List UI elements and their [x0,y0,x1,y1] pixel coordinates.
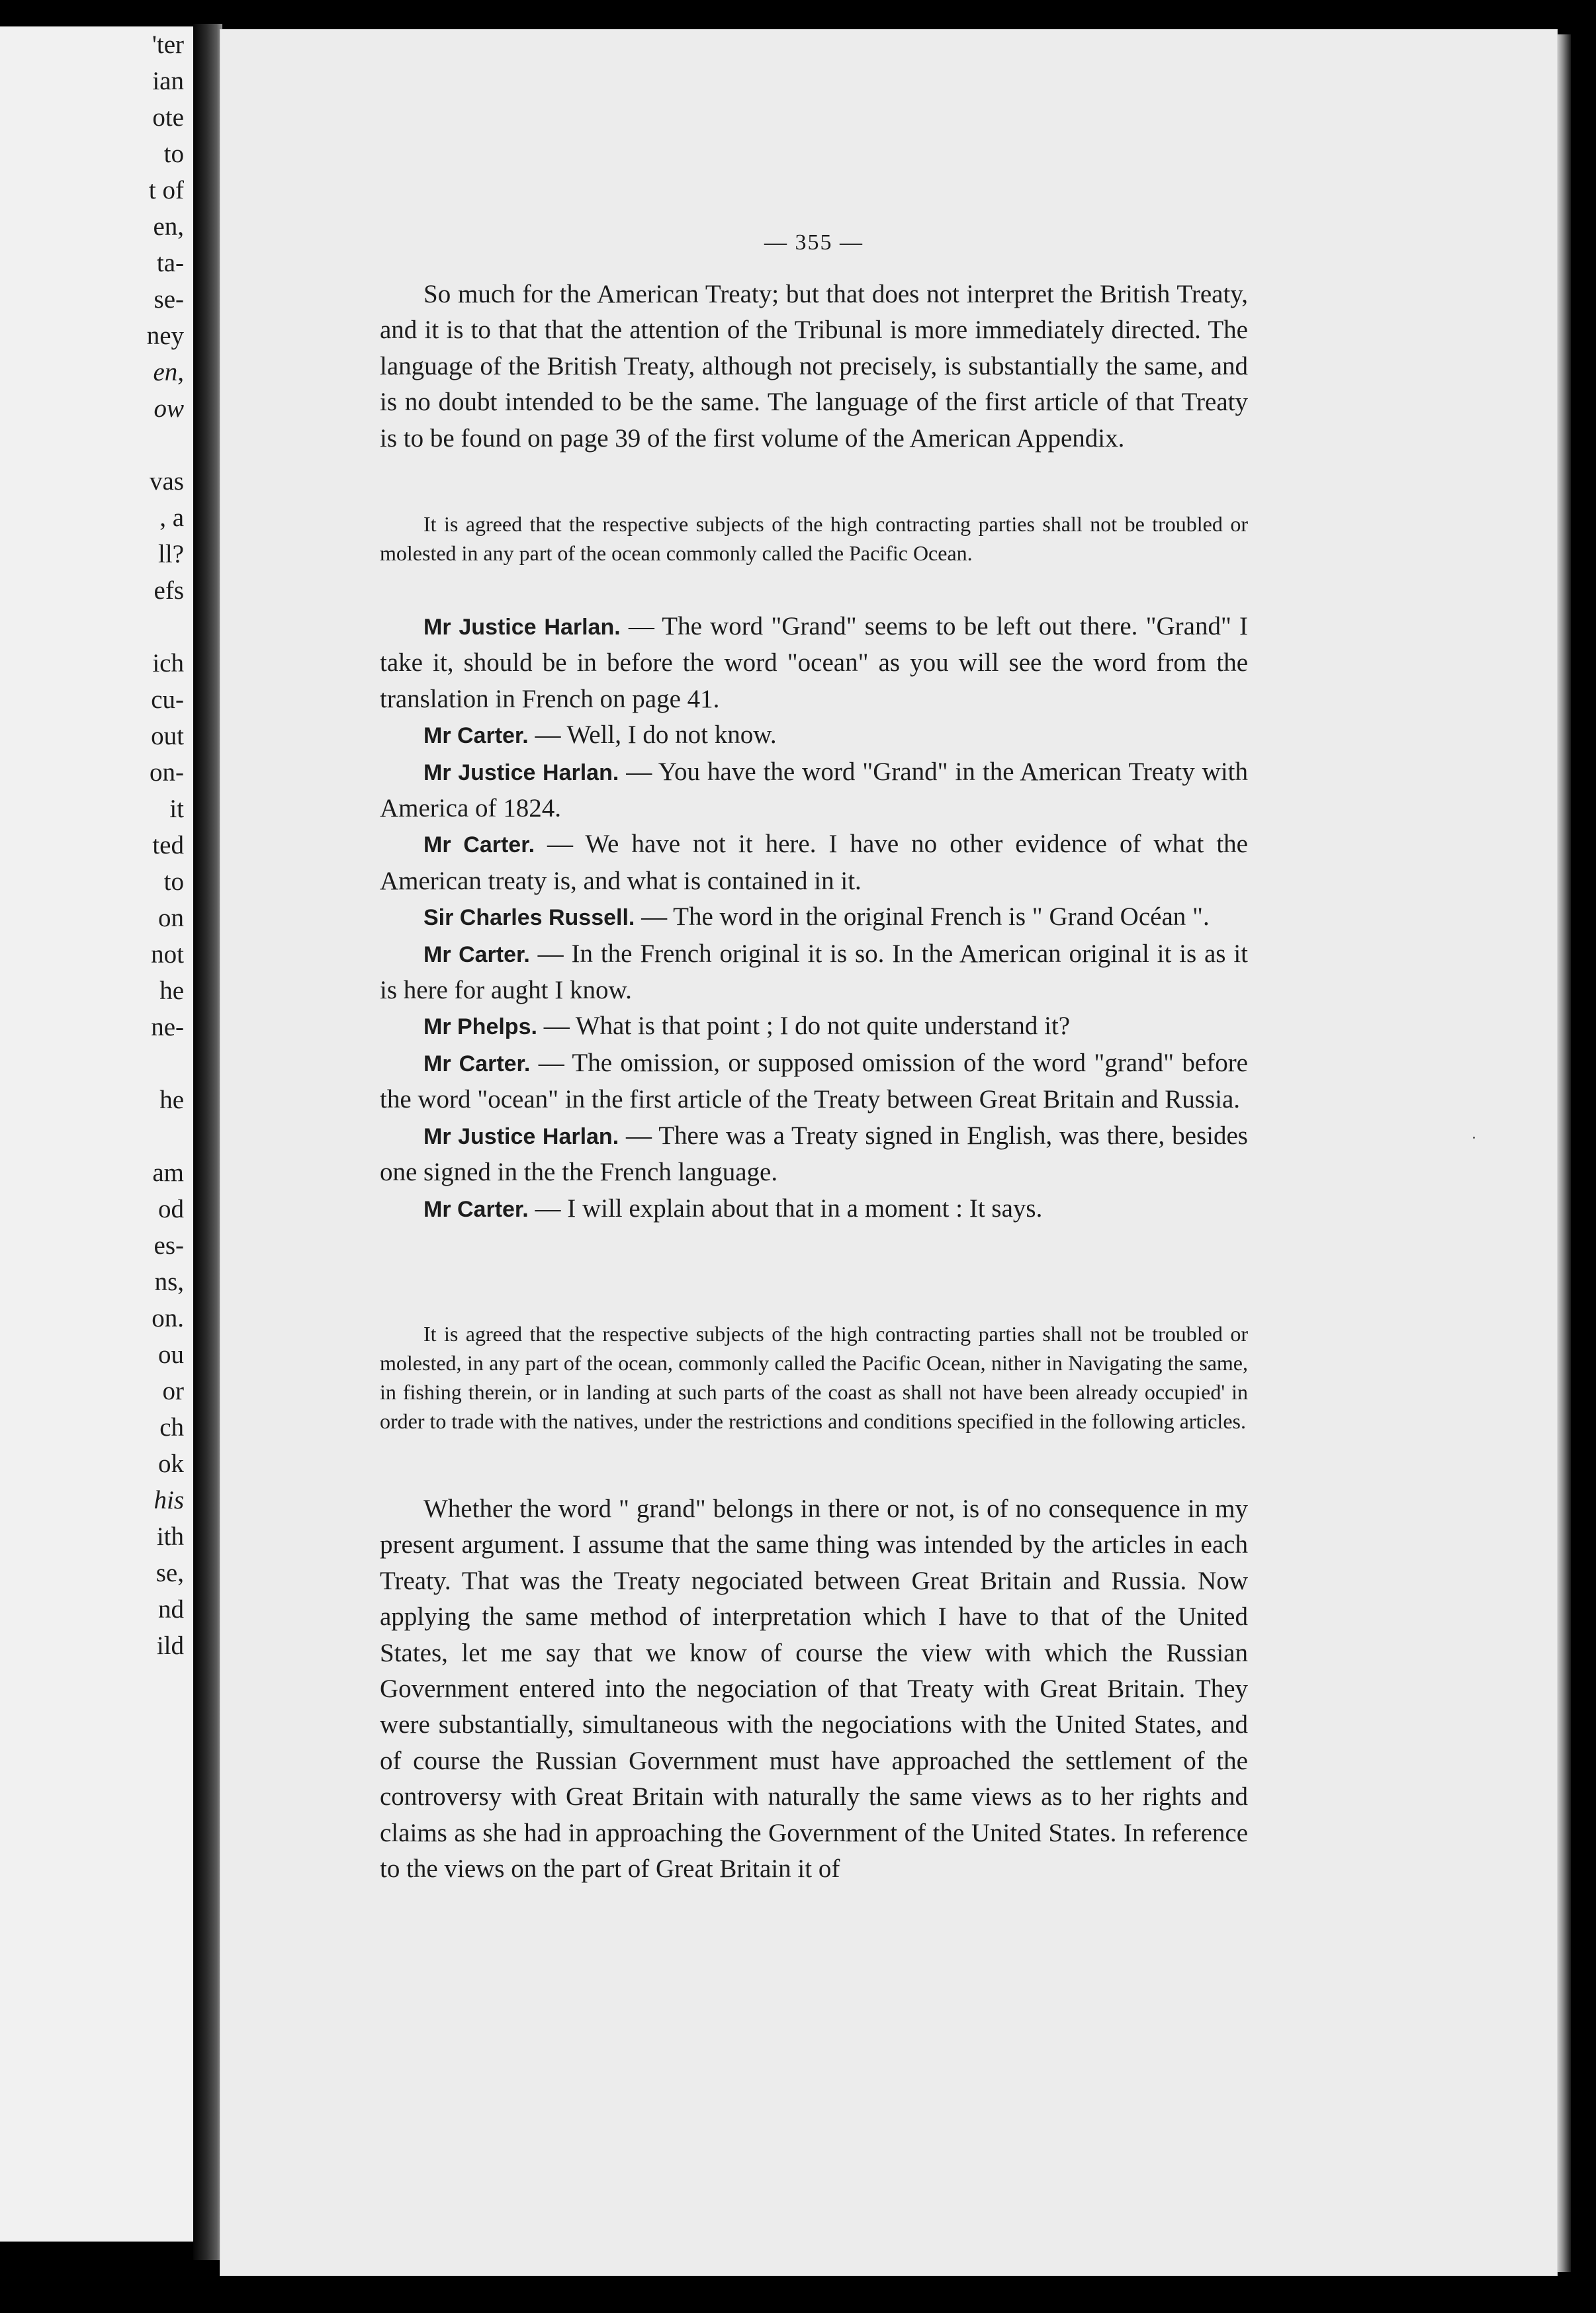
dialogue-entry [380,754,1248,827]
speaker-name: Mr Justice Harlan. [423,1123,619,1149]
previous-page-line: ne- [151,1013,184,1041]
previous-page-line: ns, [154,1268,184,1296]
previous-page-line: ta- [156,249,184,277]
speech-text: — What is that point ; I do not quite understand it? [537,1012,1071,1041]
previous-page-line: ich [152,649,184,677]
previous-page-line: es- [154,1231,184,1260]
speech-text: — We have not it here. I have no other evidence of what the American treaty is, and what is contained in it. [380,830,1248,895]
dialogue-entry [380,609,1248,717]
previous-page-line: to [163,867,184,896]
dialogue-entry [380,1008,1248,1045]
speech-text: — In the French original it is so. In the American original it is as it is here for aught I know. [380,939,1248,1005]
previous-page-line: en, [153,212,184,241]
speaker-name: Mr Phelps. [423,1014,537,1040]
speech-text: — You have the word "Grand" in the American Treaty with America of 1824. [380,757,1249,823]
speaker-name: Mr Justice Harlan. [423,615,621,640]
previous-page-line: cu- [151,685,184,714]
previous-page-line: ian [152,67,184,95]
speaker-name: Mr Carter. [423,723,529,749]
previous-page-line: ote [152,103,184,132]
previous-page-line [147,1118,184,1155]
previous-page-line: od [158,1195,184,1223]
page-number: — 355 — [764,230,864,255]
dialogue-entry [380,1191,1248,1227]
previous-page-line: on- [150,758,184,787]
previous-page-line: to [163,140,184,168]
previous-page-line: ok [158,1450,184,1478]
dialogue-entry [380,936,1248,1009]
previous-page-line [147,1045,184,1082]
previous-page-line: ll? [158,540,184,568]
previous-page-line: ney [146,322,184,350]
previous-page-line: it [169,795,184,823]
previous-page-line [147,609,184,645]
book-binding-gutter [193,24,222,2260]
previous-page-line: ow [154,394,184,423]
previous-page-line: en, [153,358,184,386]
speech-text: — I will explain about that in a moment : It says. [528,1194,1043,1223]
previous-page-text-column [147,26,184,1664]
previous-page-line: or [162,1377,184,1405]
closing-paragraph: Whether the word " grand" belongs in there or not, is of no consequence in my present argument. I assume that the same thing was intended by the articles in each Treaty. That was the Treaty negociated between Great Britain and Russia. Now applying the same method of interpretation which I have to that of the United States, let me say that we know of course the view with which the Russian Government entered into the negociation of that Treaty with Great Britain. They were substantially, simultaneous with the negociations with the United States, and of course the Russian Government must have approached the settlement of the controversy with Great Britain with naturally the same views as to her rights and claims as she had in approaching the Government of the United States. In reference to the views on the part of Great Britain it of [380,1495,1248,1884]
previous-page-line: ted [152,831,184,859]
speech-text: — The word "Grand" seems to be left out there. "Grand" I take it, should be in before the word "ocean" as you will see the word from the translation in French on page 41. [380,612,1248,713]
previous-page-line: am [152,1158,184,1187]
dialogue-entry [380,826,1248,899]
previous-page-line: se- [154,285,184,314]
speaker-name: Sir Charles Russell. [423,905,635,931]
speaker-name: Mr Carter. [423,1196,529,1222]
speech-text: — Well, I do not know. [528,720,777,750]
previous-page-line: his [154,1486,184,1514]
speaker-name: Mr Carter. [423,941,530,967]
previous-page-line: out [151,722,184,750]
previous-page-line: ild [156,1632,184,1660]
previous-page-line: on [158,904,184,932]
speech-text: — The word in the original French is " Grand Océan ". [635,902,1210,932]
dialogue-entry [380,1118,1248,1191]
previous-page-line: he [159,1086,184,1114]
speaker-name: Mr Justice Harlan. [423,760,619,785]
previous-page-line: ou [158,1340,184,1369]
page-edge-shadow [1558,34,1571,2272]
speaker-name: Mr Carter. [423,1051,531,1076]
previous-page-line: not [151,940,184,969]
previous-page-line: , a [159,503,184,532]
previous-page-line: on. [152,1304,184,1332]
previous-page-line: nd [158,1595,184,1624]
previous-page-line: ith [156,1522,184,1551]
previous-page-line: vas [150,467,184,496]
previous-page-line: 'ter [152,30,184,59]
treaty-quotation-1: It is agreed that the respective subjects of the high contracting parties shall not be troubled or molested in any part of the ocean commonly called the Pacific Ocean. [380,512,1248,565]
previous-page-line: ch [159,1413,184,1442]
dialogue-entry [380,717,1248,754]
speaker-name: Mr Carter. [423,832,535,858]
opening-paragraph: So much for the American Treaty; but that does not interpret the British Treaty, and it is to that that the attention of the Tribunal is more immediately directed. The language of the British Treaty, although not precisely, is substantially the same, and is no doubt intended to be the same. The language of the first article of that Treaty is to be found on page 39 of the first volume of the American Appendix. [380,280,1248,453]
dialogue-entry [380,1045,1248,1118]
dialogue-block [380,609,1248,1227]
speech-text: — There was a Treaty signed in English, was there, besides one signed in the the French language. [380,1121,1248,1187]
speech-text: — The omission, or supposed omission of the word "grand" before the word "ocean" in the first article of the Treaty between Great Britain and Russia. [380,1048,1248,1114]
previous-page-line: se, [155,1559,184,1587]
previous-page-line: t of [148,176,184,204]
margin-speck [1473,1137,1475,1139]
treaty-quotation-2: It is agreed that the respective subjects of the high contracting parties shall not be troubled or molested, in any part of the ocean, commonly called the Pacific Ocean, nither in Navigating the same, in fishing therein, or in landing at such parts of the coast as shall not have been already occupied' in order to trade with the natives, under the restrictions and conditions specified in the following articles. [380,1322,1248,1433]
previous-page-line: he [159,977,184,1005]
previous-page-line [147,427,184,463]
previous-page-fragment [0,26,193,2242]
previous-page-line: efs [154,576,184,605]
dialogue-entry [380,899,1248,936]
